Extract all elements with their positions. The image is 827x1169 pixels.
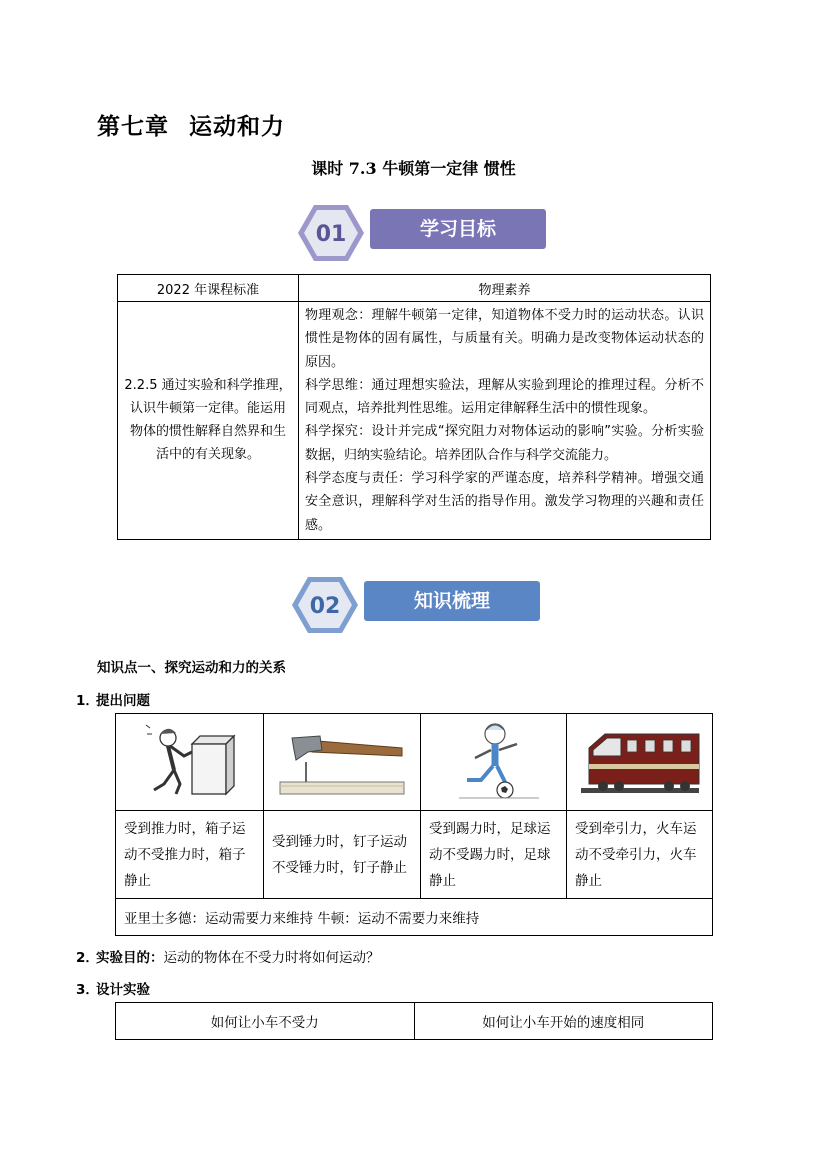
chapter-name: 运动和力 — [189, 113, 285, 140]
caption-row — [116, 811, 713, 899]
literacy-physics-concept: 物理观念：理解牛顿第一定律，知道物体不受力时的运动状态。认识惯性是物体的固有属性，与质量有关。明确力是改变物体运动状态的原因。 — [305, 308, 704, 370]
design-row — [116, 1003, 713, 1040]
standards-header-row — [118, 275, 711, 302]
item-1 — [76, 689, 150, 709]
literacy-attitude-responsibility: 科学态度与责任：学习科学家的严谨态度，培养科学精神。增强交通安全意识，理解科学对生活的指导作用。激发学习物理的兴趣和责任感。 — [305, 471, 704, 533]
item-2 — [76, 946, 380, 966]
views-comparison: 亚里士多德：运动需要力来维持 牛顿：运动不需要力来维持 — [116, 899, 713, 936]
person-pushing-box-icon — [130, 718, 250, 802]
footer-row — [116, 899, 713, 936]
knowledge-point-heading: 知识点一、探究运动和力的关系 — [97, 660, 286, 676]
section2-number: 02 — [309, 594, 341, 619]
lesson-title: 课时 7.3 牛顿第一定律 惯性 — [311, 159, 516, 178]
standards-header-col2: 物理素养 — [299, 275, 711, 302]
chapter-heading — [97, 108, 285, 141]
design-no-force: 如何让小车不受力 — [116, 1003, 415, 1040]
picture-cell-hammer — [264, 714, 421, 811]
item-2-text: 运动的物体在不受力时将如何运动？ — [163, 950, 380, 966]
caption-hammer: 受到锤力时，钉子运动不受锤力时，钉子静止 — [264, 811, 421, 899]
design-same-speed: 如何让小车开始的速度相同 — [414, 1003, 713, 1040]
item-2-number: 2． — [76, 950, 99, 966]
caption-ball: 受到踢力时，足球运动不受踢力时，足球静止 — [421, 811, 567, 899]
section-banner-knowledge — [292, 575, 550, 635]
section1-number: 01 — [315, 222, 347, 247]
standards-header-col1: 2022 年课程标准 — [118, 275, 299, 302]
item-3 — [76, 978, 150, 998]
hammer-nail-icon — [272, 718, 412, 802]
caption-box: 受到推力时，箱子运动不受推力时，箱子静止 — [116, 811, 264, 899]
kicking-ball-icon — [439, 718, 549, 802]
picture-cell-train — [567, 714, 713, 811]
design-table — [115, 1002, 713, 1040]
caption-train: 受到牵引力，火车运动不受牵引力，火车静止 — [567, 811, 713, 899]
picture-cell-ball — [421, 714, 567, 811]
problem-table — [115, 713, 713, 936]
section-banner-learning-goals — [298, 203, 550, 263]
chapter-number: 第七章 — [97, 113, 169, 140]
section1-title: 学习目标 — [370, 209, 546, 249]
standards-literacy-cell — [299, 302, 711, 540]
item-1-number: 1． — [76, 693, 99, 709]
standards-curriculum-text: 2.2.5 通过实验和科学推理，认识牛顿第一定律。能运用物体的惯性解释自然界和生活中的有关现象。 — [118, 302, 299, 540]
picture-row — [116, 714, 713, 811]
picture-cell-box — [116, 714, 264, 811]
train-icon — [575, 718, 705, 802]
hexagon-badge-icon — [292, 575, 358, 635]
item-3-number: 3． — [76, 982, 99, 998]
standards-table — [117, 274, 711, 540]
item-3-label: 设计实验 — [96, 982, 150, 998]
item-2-label: 实验目的： — [96, 950, 164, 966]
hexagon-badge-icon — [298, 203, 364, 263]
literacy-scientific-inquiry: 科学探究：设计并完成“探究阻力对物体运动的影响”实验。分析实验数据，归纳实验结论。培养团队合作与科学交流能力。 — [305, 424, 704, 463]
literacy-scientific-thinking: 科学思维：通过理想实验法，理解从实验到理论的推理过程。分析不同观点，培养批判性思维。运用定律解释生活中的惯性现象。 — [305, 377, 704, 417]
standards-body-row — [118, 302, 711, 540]
item-1-label: 提出问题 — [96, 693, 150, 709]
section2-title: 知识梳理 — [364, 581, 540, 621]
